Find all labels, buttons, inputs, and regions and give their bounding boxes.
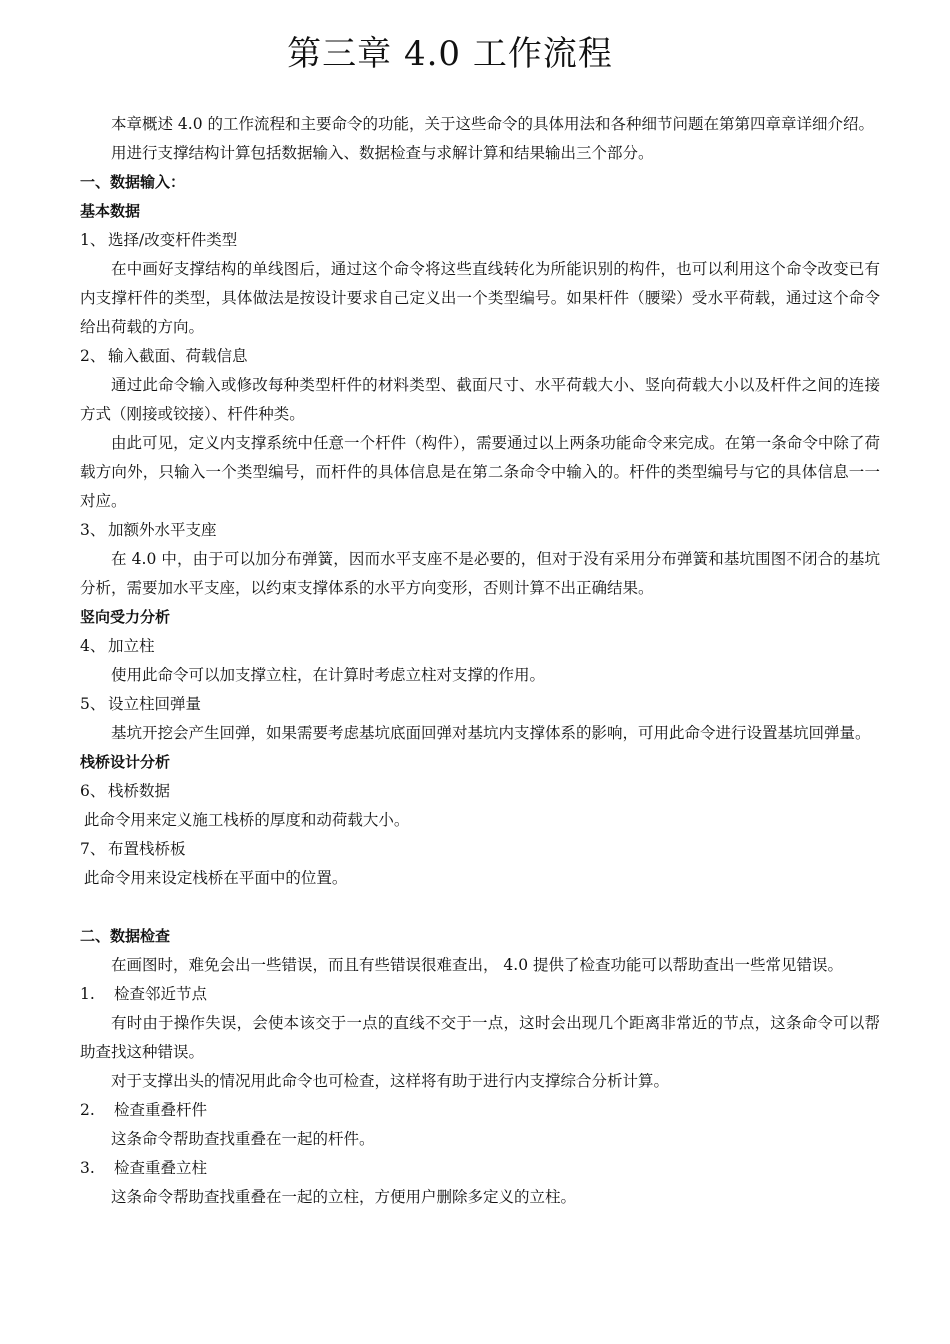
item-4 <box>80 632 880 661</box>
item-label: 布置栈桥板 <box>108 840 186 858</box>
item-number: 3. <box>80 1159 95 1177</box>
section-1-heading: 一、数据输入： <box>80 173 186 191</box>
section-2-heading: 二、数据检查 <box>80 927 171 945</box>
item-3 <box>80 516 880 545</box>
check-item-3-paragraph: 这条命令帮助查找重叠在一起的立柱，方便用户删除多定义的立柱。 <box>111 1188 577 1206</box>
check-item-3 <box>80 1154 880 1183</box>
document-body <box>80 110 880 1212</box>
check-item-1 <box>80 980 880 1009</box>
item-5 <box>80 690 880 719</box>
item-number: 1. <box>80 985 95 1003</box>
item-6 <box>80 777 880 806</box>
item-number: 6、 <box>80 782 106 800</box>
item-1 <box>80 226 880 255</box>
item-1-paragraph: 在中画好支撑结构的单线图后，通过这个命令将这些直线转化为所能识别的构件，也可以利用这个命令改变已有内支撑杆件的类型，具体做法是按设计要求自己定义出一个类型编号。如果杆件（腰梁）受水平荷载，通过这个命令给出荷载的方向。 <box>80 260 880 336</box>
item-label: 检查重叠立柱 <box>114 1159 208 1177</box>
item-label: 栈桥数据 <box>108 782 171 800</box>
item-label: 加立柱 <box>108 637 155 655</box>
subsection-basic-heading: 基本数据 <box>80 202 141 220</box>
intro-paragraph-2: 用进行支撑结构计算包括数据输入、数据检查与求解计算和结果输出三个部分。 <box>111 144 654 162</box>
item-6-paragraph: 此命令用来定义施工栈桥的厚度和动荷载大小。 <box>83 811 410 829</box>
intro-paragraph-1: 本章概述 4.0 的工作流程和主要命令的功能，关于这些命令的具体用法和各种细节问题在第第四章章详细介绍。 <box>111 115 875 133</box>
item-number: 2. <box>80 1101 95 1119</box>
check-item-1-paragraph-2: 对于支撑出头的情况用此命令也可检查，这样将有助于进行内支撑综合分析计算。 <box>111 1072 670 1090</box>
item-label: 检查重叠杆件 <box>114 1101 208 1119</box>
chapter-title: 第三章 4.0 工作流程 <box>287 34 613 74</box>
item-5-paragraph: 基坑开挖会产生回弹，如果需要考虑基坑底面回弹对基坑内支撑体系的影响，可用此命令进行设置基坑回弹量。 <box>111 724 871 742</box>
item-4-paragraph: 使用此命令可以加支撑立柱，在计算时考虑立柱对支撑的作用。 <box>111 666 546 684</box>
item-label: 选择/改变杆件类型 <box>108 231 238 249</box>
check-item-2-paragraph: 这条命令帮助查找重叠在一起的杆件。 <box>111 1130 375 1148</box>
item-2-paragraph-1: 通过此命令输入或修改每种类型杆件的材料类型、截面尺寸、水平荷载大小、竖向荷载大小以及杆件之间的连接方式（刚接或铰接）、杆件种类。 <box>80 376 880 423</box>
item-3-paragraph: 在 4.0 中，由于可以加分布弹簧，因而水平支座不是必要的，但对于没有采用分布弹簧和基坑围图不闭合的基坑分析，需要加水平支座，以约束支撑体系的水平方向变形，否则计算不出正确结果。 <box>80 550 880 597</box>
item-7-paragraph: 此命令用来设定栈桥在平面中的位置。 <box>83 869 348 887</box>
check-item-1-paragraph-1: 有时由于操作失误，会使本该交于一点的直线不交于一点，这时会出现几个距离非常近的节点，这条命令可以帮助查找这种错误。 <box>80 1014 880 1061</box>
item-number: 1、 <box>80 231 106 249</box>
item-number: 5、 <box>80 695 106 713</box>
item-2 <box>80 342 880 371</box>
item-number: 3、 <box>80 521 106 539</box>
subsection-trestle-heading: 栈桥设计分析 <box>80 753 171 771</box>
subsection-vertical-heading: 竖向受力分析 <box>80 608 171 626</box>
section-gap <box>80 893 880 922</box>
item-number: 2、 <box>80 347 106 365</box>
item-label: 检查邻近节点 <box>114 985 208 1003</box>
section-2-intro: 在画图时，难免会出一些错误，而且有些错误很难查出， 4.0 提供了检查功能可以帮助查出一些常见错误。 <box>111 956 844 974</box>
item-label: 输入截面、荷载信息 <box>108 347 248 365</box>
check-item-2 <box>80 1096 880 1125</box>
item-number: 4、 <box>80 637 106 655</box>
item-2-paragraph-2: 由此可见，定义内支撑系统中任意一个杆件（构件），需要通过以上两条功能命令来完成。在第一条命令中除了荷载方向外，只输入一个类型编号，而杆件的具体信息是在第二条命令中输入的。杆件的类型编号与它的具体信息一一对应。 <box>80 434 880 510</box>
item-label: 加额外水平支座 <box>108 521 217 539</box>
item-number: 7、 <box>80 840 106 858</box>
item-label: 设立柱回弹量 <box>108 695 202 713</box>
item-7 <box>80 835 880 864</box>
